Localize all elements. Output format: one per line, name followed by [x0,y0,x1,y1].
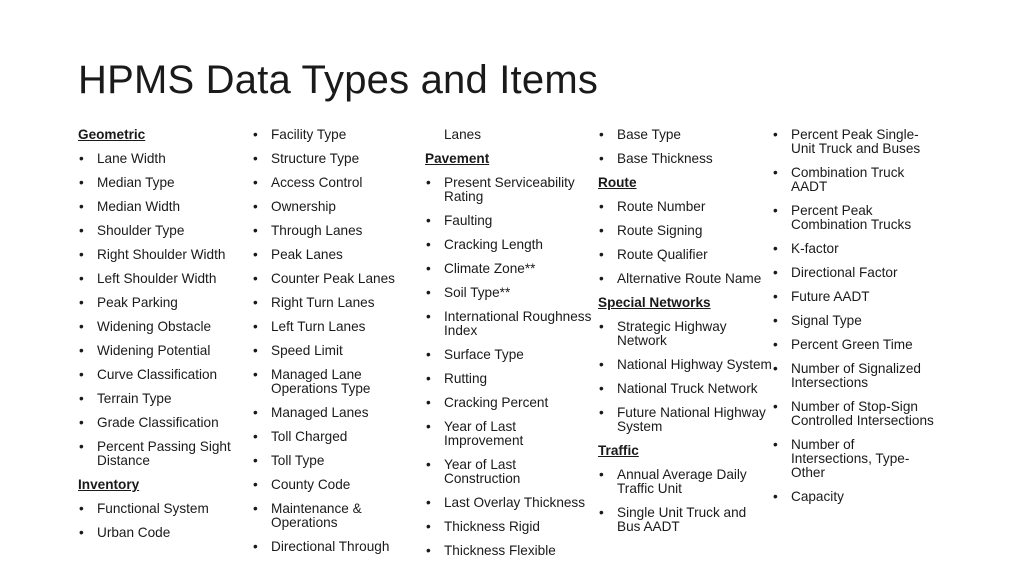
column-5 [772,128,937,514]
list-item: • Functional System [78,502,243,516]
list-item: • Signal Type [772,314,937,328]
list-item: • Toll Charged [252,430,417,444]
list-item: • Widening Potential [78,344,243,358]
list-item: • Number of Signalized Intersections [772,362,937,390]
heading-route: Route [598,175,637,190]
list-item: • Capacity [772,490,937,504]
list-item: • Through Lanes [252,224,417,238]
heading-pavement: Pavement [425,151,490,166]
list-item: • Future AADT [772,290,937,304]
list-item: • Right Turn Lanes [252,296,417,310]
list-item: • Base Thickness [598,152,773,166]
list-item: • Route Signing [598,224,773,238]
list-item: • Annual Average Daily Traffic Unit [598,468,773,496]
list-item: • National Truck Network [598,382,773,396]
list-item: • Access Control [252,176,417,190]
column-3 [425,128,595,568]
list-item: • Median Width [78,200,243,214]
list-item: • Directional Through [252,540,417,554]
list-item: • Cracking Percent [425,396,595,410]
list-item: • International Roughness Index [425,310,595,338]
list-item: • Percent Green Time [772,338,937,352]
column-1 [78,128,243,550]
list-item: • Soil Type** [425,286,595,300]
list-item: • Single Unit Truck and Bus AADT [598,506,773,534]
slide-title: HPMS Data Types and Items [78,58,599,102]
list-item: • Lane Width [78,152,243,166]
list-item: • Future National Highway System [598,406,773,434]
list-item: • Combination Truck AADT [772,166,937,194]
list-item: • Speed Limit [252,344,417,358]
list-item: • Number of Stop-Sign Controlled Intersections [772,400,937,428]
list-item: • Directional Factor [772,266,937,280]
list-item: • Shoulder Type [78,224,243,238]
list-item: • Managed Lanes [252,406,417,420]
list-item: • Curve Classification [78,368,243,382]
list-item: • Surface Type [425,348,595,362]
list-item: • Year of Last Improvement [425,420,595,448]
list-item: • Faulting [425,214,595,228]
list-item: • Left Turn Lanes [252,320,417,334]
heading-special-networks: Special Networks [598,295,711,310]
list-item: • Present Serviceability Rating [425,176,595,204]
list-item: • Alternative Route Name [598,272,773,286]
list-item: • Last Overlay Thickness [425,496,595,510]
list-item: • Cracking Length [425,238,595,252]
heading-traffic: Traffic [598,443,639,458]
list-item-continuation: Lanes [444,127,482,142]
list-item: • Toll Type [252,454,417,468]
list-item: • Urban Code [78,526,243,540]
heading-inventory: Inventory [78,477,140,492]
list-item: • Climate Zone** [425,262,595,276]
list-item: • County Code [252,478,417,492]
list-item: • Thickness Rigid [425,520,595,534]
list-item: • Base Type [598,128,773,142]
column-4 [598,128,773,544]
list-item: • Grade Classification [78,416,243,430]
list-item: • Rutting [425,372,595,386]
list-item: • Terrain Type [78,392,243,406]
list-item: • Peak Parking [78,296,243,310]
heading-geometric: Geometric [78,127,146,142]
list-item: • National Highway System [598,358,773,372]
list-item: • Percent Peak Single-Unit Truck and Buses [772,128,937,156]
list-item: • Thickness Flexible [425,544,595,558]
list-item: • Number of Intersections, Type-Other [772,438,937,480]
list-item: • Left Shoulder Width [78,272,243,286]
list-item: • Year of Last Construction [425,458,595,486]
column-2 [252,128,417,564]
list-item: • Percent Peak Combination Trucks [772,204,937,232]
list-item: • K-factor [772,242,937,256]
list-item: • Ownership [252,200,417,214]
list-item: • Strategic Highway Network [598,320,773,348]
list-item: • Route Number [598,200,773,214]
list-item: • Median Type [78,176,243,190]
list-item: • Managed Lane Operations Type [252,368,417,396]
list-item: • Widening Obstacle [78,320,243,334]
list-item: • Counter Peak Lanes [252,272,417,286]
list-item: • Percent Passing Sight Distance [78,440,243,468]
list-item: • Structure Type [252,152,417,166]
list-item: • Route Qualifier [598,248,773,262]
list-item: • Facility Type [252,128,417,142]
list-item: • Peak Lanes [252,248,417,262]
list-item: • Right Shoulder Width [78,248,243,262]
list-item: • Maintenance & Operations [252,502,417,530]
